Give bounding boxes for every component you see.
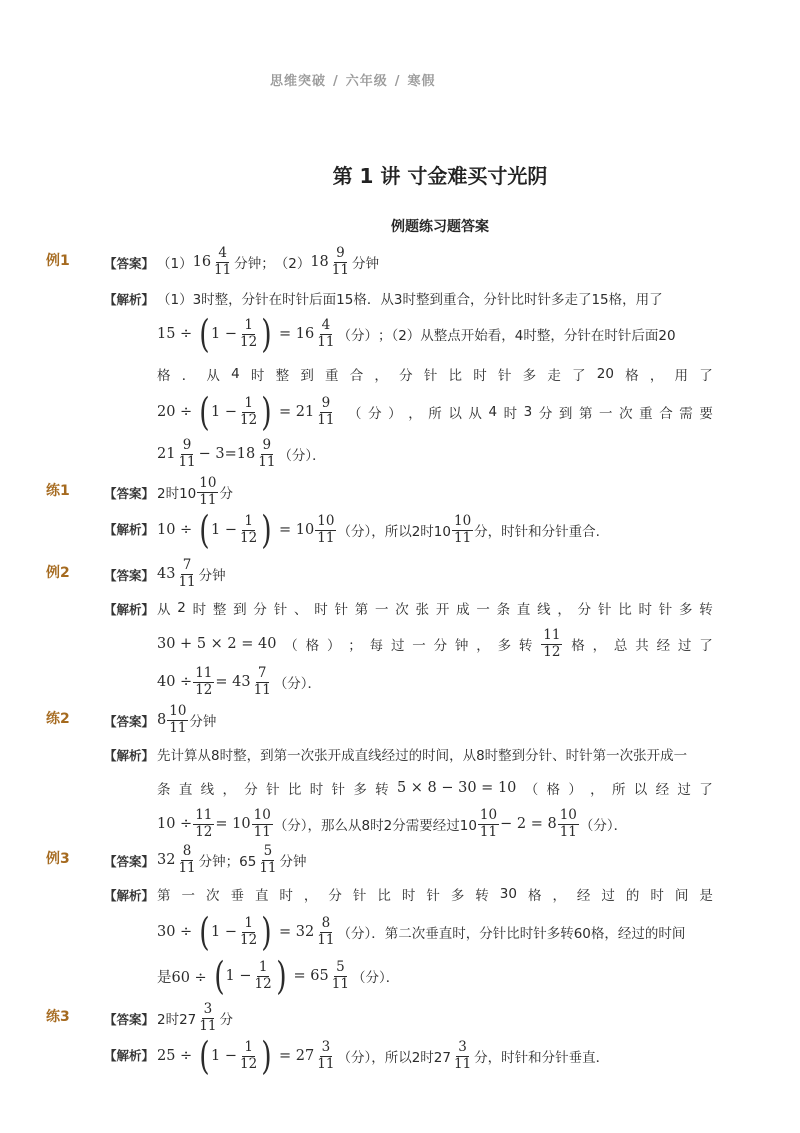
fraction: 3 11 (453, 1038, 472, 1072)
answer-label: 【答案】 (104, 568, 155, 583)
analysis-line: 第 一 次 垂 直 时 ， 分 针 比 时 针 多 转 30 格 ， 经 过 的 时 间 是 (157, 886, 713, 904)
analysis-line: 21 9 11 − 3=18 9 11 （分）． (157, 436, 326, 470)
analysis-line: 40 ÷ $\frac{11}{12}$ = 43 7 11 （分）． (157, 664, 322, 698)
analysis-line: 30 ÷ ( 1 − $\frac{1}{12}$ ) = 32 8 11 （分）．第二次垂直时，分针比时针多转60格，经过的时间 (157, 910, 686, 954)
fraction: 10 11 (453, 512, 472, 546)
fraction: 3 11 (199, 1000, 217, 1034)
header-separator: / (394, 74, 401, 89)
fraction: 8 11 (317, 914, 335, 948)
section-tag: 例3 (46, 851, 70, 867)
fraction: 10 11 (479, 806, 498, 840)
section-tag: 练1 (46, 483, 70, 499)
fraction: 9 11 (331, 244, 349, 278)
analysis-line: 30 + 5 × 2 = 40 （ 格 ） ； 每 过 一 分 钟 ， 多 转 11 12 格 ， 总 共 经 过 了 (157, 626, 713, 660)
analysis-label: 【解析】 (104, 522, 155, 537)
section-tag: 练3 (46, 1009, 70, 1025)
analysis-label: 【解析】 (104, 292, 155, 307)
header-series: 思维突破 (270, 74, 327, 89)
analysis-line: 先计算从8时整，到第一次张开成直线经过的时间，从8时整到分针、时针第一次张开成一 (157, 748, 688, 764)
lecture-title: 第 1 讲 寸金难买寸光阴 (332, 164, 548, 188)
answer-line: 43 7 11 分钟 (157, 556, 226, 590)
fraction: 8 11 (178, 842, 196, 876)
fraction: 9 11 (258, 436, 276, 470)
answer-label: 【答案】 (104, 854, 155, 869)
fraction: 7 11 (253, 664, 271, 698)
fraction: 3 11 (317, 1038, 335, 1072)
analysis-line: 25 ÷ ( 1 − $\frac{1}{12}$ ) = 27 3 11 （分），所以2时27 3 11 分，时针和分针垂直． (157, 1034, 610, 1078)
section-subtitle: 例题练习题答案 (391, 219, 489, 235)
analysis-label: 【解析】 (104, 888, 155, 903)
fraction: 5 11 (259, 842, 277, 876)
fraction: 5 11 (331, 958, 349, 992)
fraction: 10 11 (199, 474, 217, 508)
analysis-line: （ 分 ） ， 所 以 从 4 时 3 分 到 第 一 次 重 合 需 要 (348, 404, 713, 422)
running-header (270, 70, 436, 89)
fraction: 9 11 (317, 394, 335, 428)
answer-line: 32 8 11 分钟；65 5 11 分钟 (157, 842, 307, 876)
fraction: $\frac{1}{12}$ (254, 958, 272, 992)
answer-line: 2时10 10 11 分 (157, 474, 233, 508)
answer-label: 【答案】 (104, 714, 155, 729)
answer-line: （1） 16 4 11 分钟 ； （2） 18 9 11 分钟 (157, 244, 379, 278)
answer-line: 2时27 3 11 分 (157, 1000, 233, 1034)
header-term: 寒假 (407, 74, 436, 89)
fraction: $\frac{1}{12}$ (240, 914, 258, 948)
fraction: 10 11 (559, 806, 577, 840)
fraction: 4 11 (214, 244, 232, 278)
analysis-line: 10 ÷ $\frac{11}{12}$ = 10 10 11 （分），那么从8时2分需要经过10 10 11 − 2 = 8 10 11 （分）． (157, 806, 628, 840)
section-tag: 练2 (46, 711, 70, 727)
analysis-line: 20 ÷ ( 1 − $\frac{1}{12}$ ) = 21 9 11 (157, 390, 335, 434)
header-separator: / (333, 74, 339, 89)
fraction: $\frac{1}{12}$ (240, 1038, 258, 1072)
section-tag: 例1 (46, 253, 70, 269)
fraction: $\frac{1}{12}$ (240, 394, 258, 428)
fraction: 10 11 (169, 702, 187, 736)
fraction: 4 11 (317, 316, 335, 350)
analysis-line: 从 2 时 整 到 分 针 、 时 针 第 一 次 张 开 成 一 条 直 线 ， 分 针 比 时 针 多 转 (157, 600, 713, 618)
analysis-line: （1）3时整，分针在时针后面15格．从3时整到重合，分针比时针多走了15格，用了 (157, 292, 663, 308)
fraction: $\frac{11}{12}$ (195, 664, 213, 698)
fraction: 10 11 (253, 806, 271, 840)
answer-line: 8 10 11 分钟 (157, 702, 217, 736)
fraction: 11 12 (543, 626, 561, 660)
analysis-line: 条 直 线 ， 分 针 比 时 针 多 转 5 × 8 − 30 = 10 （ 格 ） ， 所 以 经 过 了 (157, 780, 713, 798)
fraction: 7 11 (178, 556, 196, 590)
analysis-line: 15 ÷ ( 1 − $\frac{1}{12}$ ) = 16 4 11 （分） ；（2）从整点开始看，4时整，分针在时针后面20 (157, 312, 676, 356)
fraction: 9 11 (178, 436, 196, 470)
fraction: $\frac{1}{12}$ (240, 512, 258, 546)
fraction: $\frac{11}{12}$ (195, 806, 213, 840)
analysis-line: 10 ÷ ( 1 − $\frac{1}{12}$ ) = 10 10 11 （分），所以2时10 10 11 分，时针和分针重合. (157, 508, 600, 552)
answer-label: 【答案】 (104, 256, 155, 271)
analysis-line: 是60 ÷ ( 1 − $\frac{1}{12}$ ) = 65 5 11 （分）． (157, 954, 400, 998)
analysis-label: 【解析】 (104, 748, 155, 763)
header-grade: 六年级 (345, 74, 388, 89)
analysis-label: 【解析】 (104, 1048, 155, 1063)
fraction: 10 11 (317, 512, 335, 546)
section-tag: 例2 (46, 565, 70, 581)
fraction: $\frac{1}{12}$ (240, 316, 258, 350)
answer-label: 【答案】 (104, 486, 155, 501)
analysis-label: 【解析】 (104, 602, 155, 617)
answer-label: 【答案】 (104, 1012, 155, 1027)
analysis-line: 格 ． 从 4 时 整 到 重 合 ， 分 针 比 时 针 多 走 了 20 格 ， 用 了 (157, 366, 713, 384)
